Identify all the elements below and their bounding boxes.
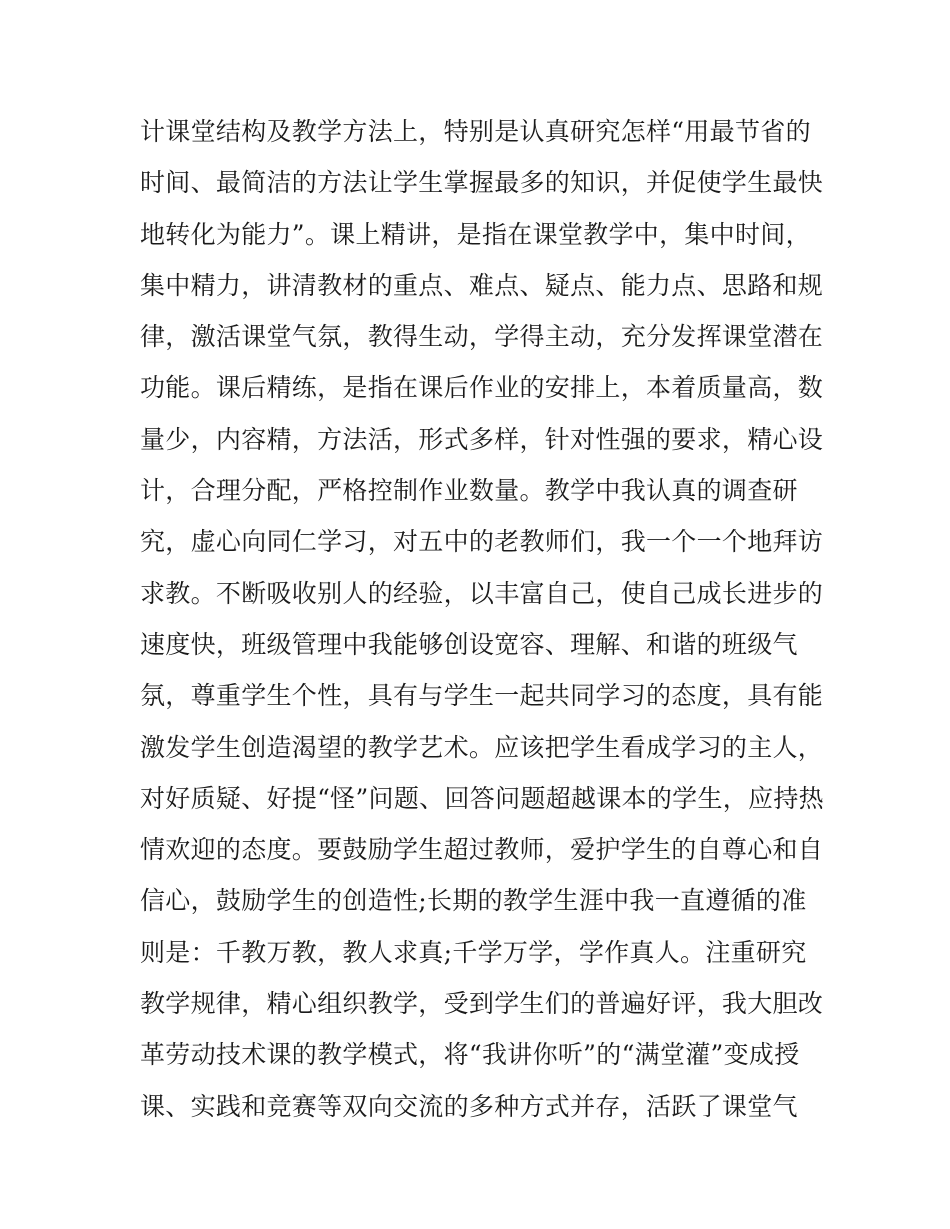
text-line: 究，虚心向同仁学习，对五中的老教师们，我一个一个地拜访 [140, 527, 824, 557]
text-line: 求教。不断吸收别人的经验，以丰富自己，使自己成长进步的 [140, 578, 824, 608]
text-line: 则是：千教万教，教人求真;千学万学，学作真人。注重研究 [140, 937, 807, 967]
text-line: 教学规律，精心组织教学，受到学生们的普遍好评，我大胆改 [140, 989, 824, 1019]
text-line: 地转化为能力”。课上精讲，是指在课堂教学中，集中时间， [140, 219, 811, 249]
text-line: 计课堂结构及教学方法上，特别是认真研究怎样“用最节省的 [140, 117, 811, 146]
text-line: 功能。课后精练，是指在课后作业的安排上，本着质量高，数 [140, 373, 824, 403]
text-line: 计，合理分配，严格控制作业数量。教学中我认真的调查研 [140, 476, 798, 506]
text-line: 激发学生创造渴望的教学艺术。应该把学生看成学习的主人， [140, 732, 824, 762]
body-text [140, 106, 824, 1132]
text-line: 情欢迎的态度。要鼓励学生超过教师，爱护学生的自尊心和自 [140, 835, 824, 865]
text-line: 量少，内容精，方法活，形式多样，针对性强的要求，精心设 [140, 424, 824, 454]
text-line: 信心，鼓励学生的创造性;长期的教学生涯中我一直遵循的准 [140, 886, 807, 916]
text-line: 律，激活课堂气氛，教得生动，学得主动，充分发挥课堂潜在 [140, 322, 824, 352]
text-line: 革劳动技术课的教学模式，将“我讲你听”的“满堂灌”变成授 [140, 1040, 800, 1070]
text-line: 氛，尊重学生个性，具有与学生一起共同学习的态度，具有能 [140, 681, 824, 711]
text-line: 速度快，班级管理中我能够创设宽容、理解、和谐的班级气 [140, 629, 798, 659]
text-line: 集中精力，讲清教材的重点、难点、疑点、能力点、思路和规 [140, 270, 824, 300]
text-line: 课、实践和竞赛等双向交流的多种方式并存，活跃了课堂气 [140, 1091, 798, 1121]
text-line: 时间、最简洁的方法让学生掌握最多的知识，并促使学生最快 [140, 168, 824, 198]
text-line: 对好质疑、好提“怪”问题、回答问题超越课本的学生，应持热 [140, 783, 824, 813]
